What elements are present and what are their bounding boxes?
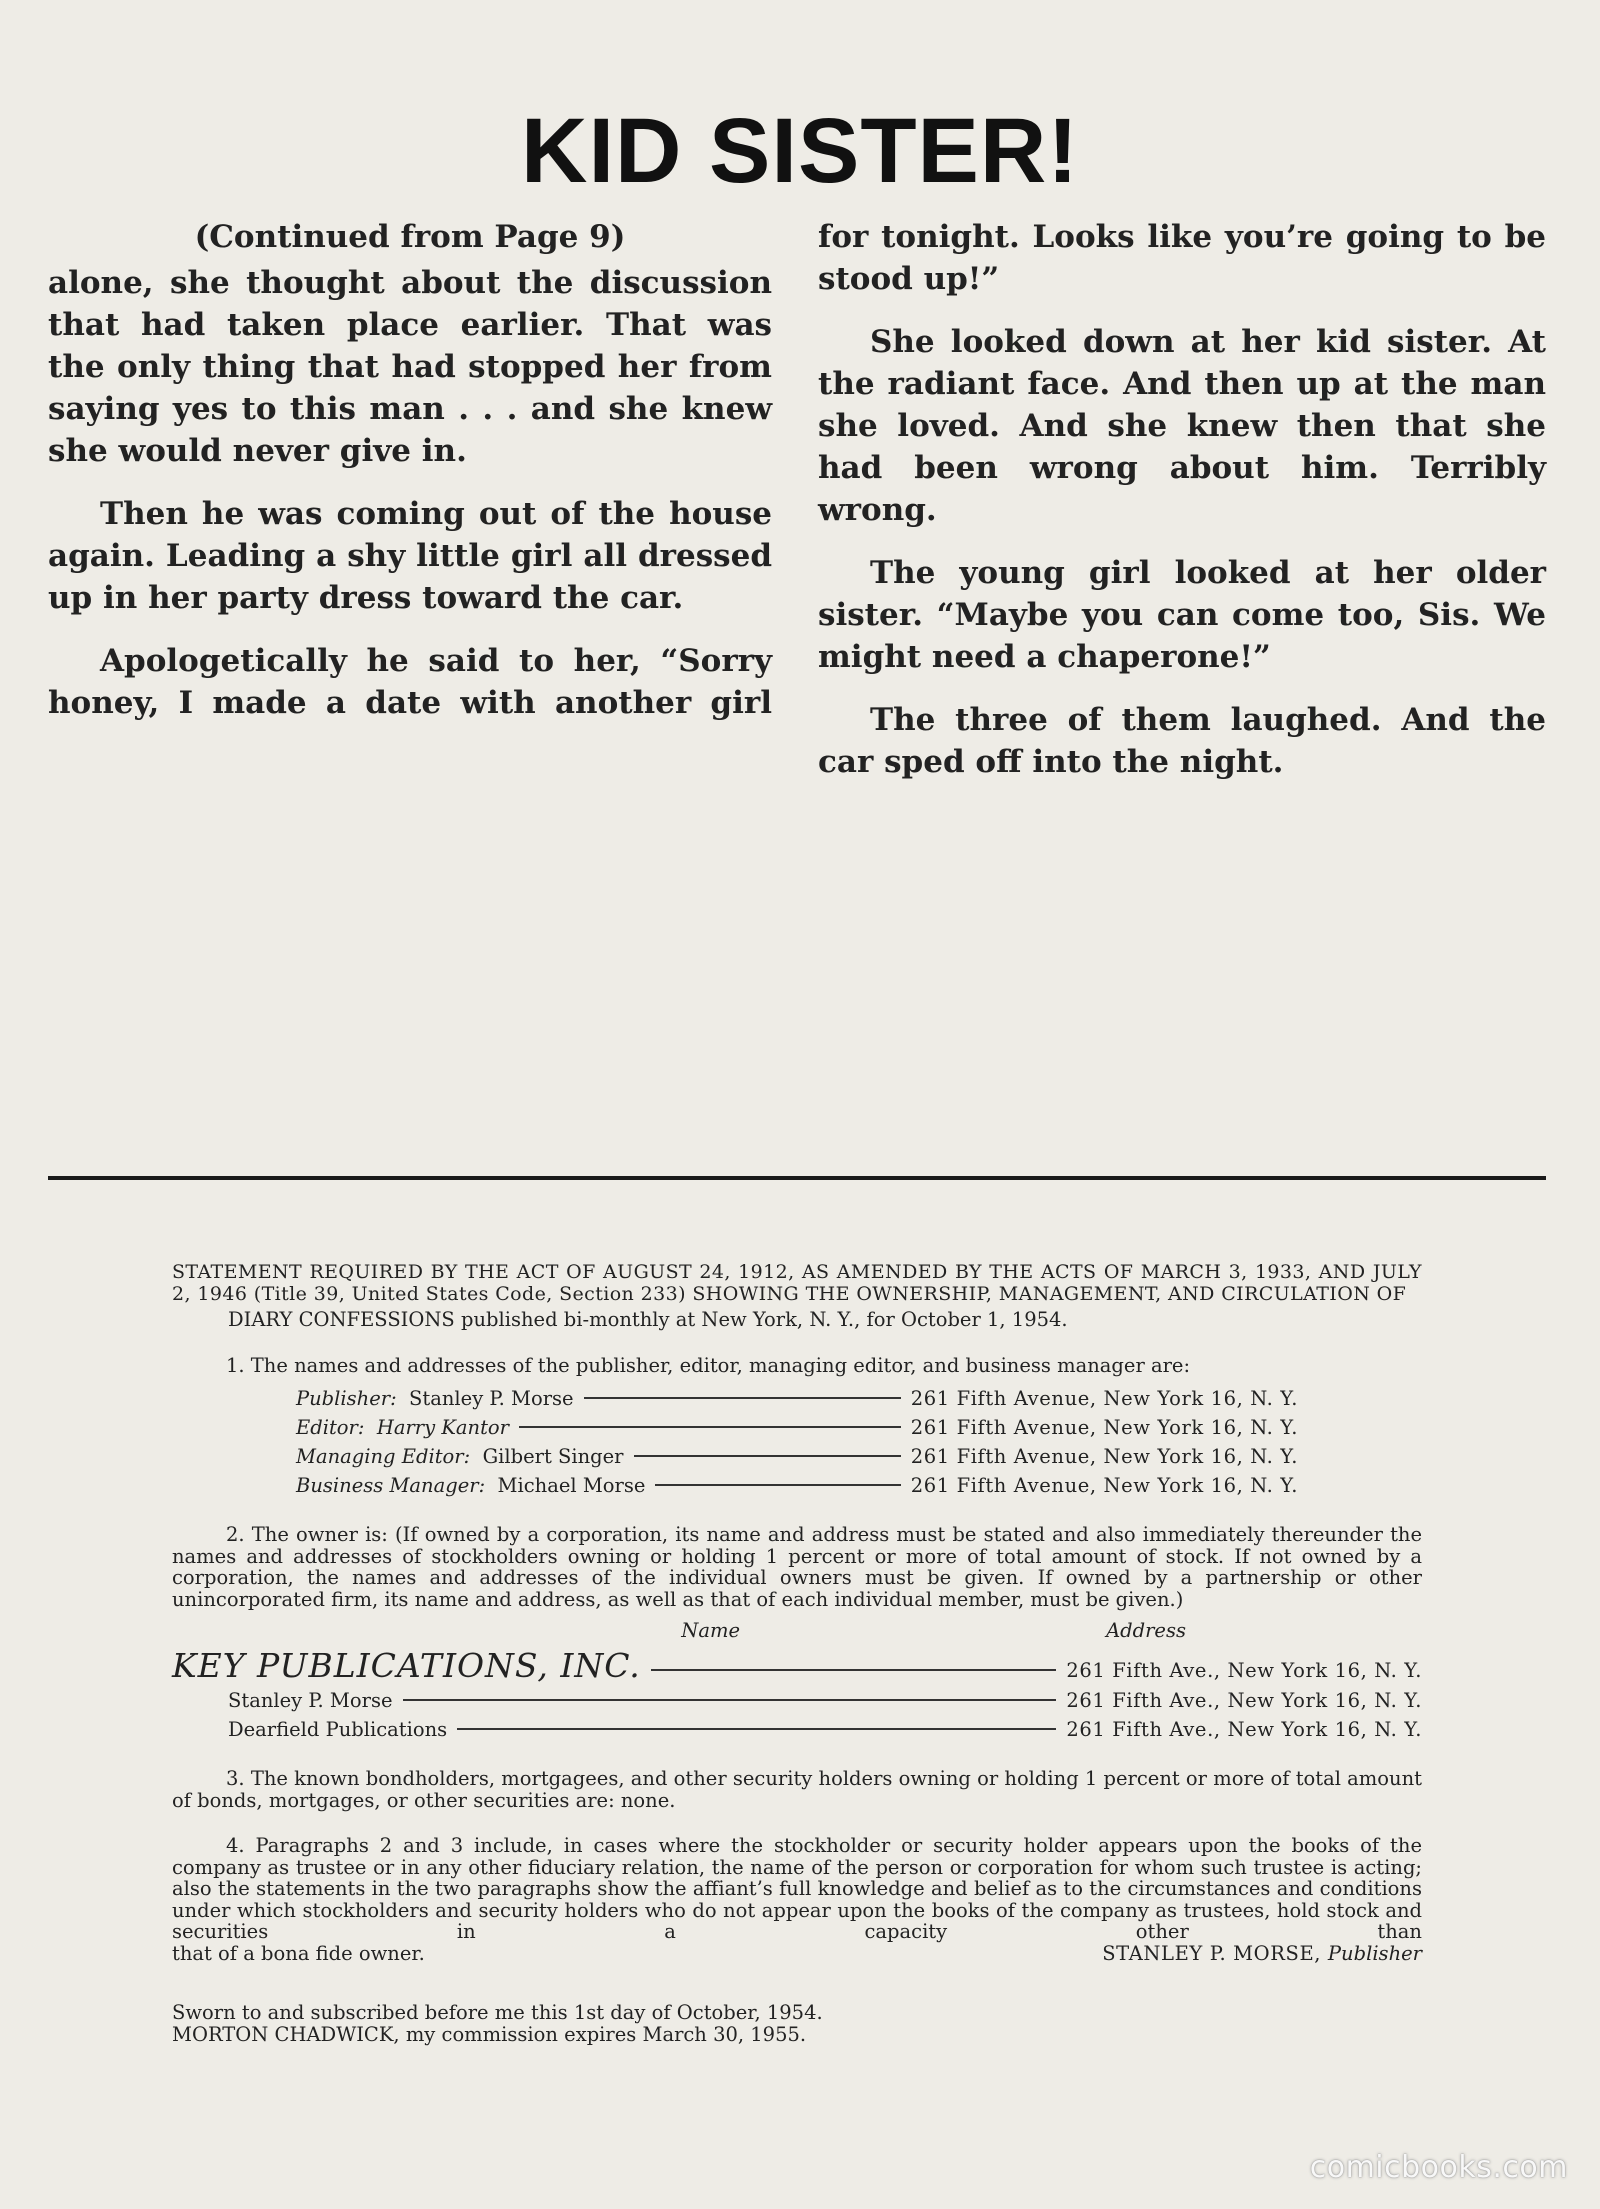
watermark: comicbooks.com [1309,2150,1568,2185]
story-column-right [818,219,1546,804]
signer: STANLEY P. MORSE, Publisher [1102,1941,1422,1965]
story-paragraph: for tonight. Looks like you’re going to be stood up!” [818,219,1546,297]
statement-item-2: 2. The owner is: (If owned by a corporation, its name and address must be stated and also immediately thereunder the names and addresses of stockholders owning or holding 1 percent or more of total amount of stock. If not owned by a corporation, the names and addresses of the individual owners must be given. If owned by a partnership or other unincorporated firm, its name and address, as well as that of each individual member, must be given.) [172,1523,1422,1611]
ownership-statement [172,1262,1422,2045]
story-column-left [48,219,772,745]
statement-item-1: 1. The names and addresses of the publisher, editor, managing editor, and business manager are: [226,1353,1191,1377]
statement-item-4: 4. Paragraphs 2 and 3 include, in cases where the stockholder or security holder appears upon the books of the company as trustee or in any other fiduciary relation, the name of the person or corporation for whom such trustee is acting; also the statements in the two paragraphs show the affiant’s full knowledge and belief as to the circumstances and conditions under which stockholders and security holders who do not appear upon the books of the company as trustees, hold stock and securities in a capacity other than [172,1834,1422,1943]
signature-line [172,1943,1422,1965]
officer-row: Publisher: Stanley P. Morse 261 Fifth Avenue, New York 16, N. Y. [296,1387,1298,1410]
story-paragraph: She looked down at her kid sister. At the radiant face. And then up at the man she loved. And she knew then that she had been wrong about him. Terribly wrong. [818,324,1546,528]
officers-list [172,1384,1298,1500]
officer-row: Managing Editor: Gilbert Singer 261 Fifth Avenue, New York 16, N. Y. [296,1445,1298,1468]
continued-note: (Continued from Page 9) [194,219,626,255]
officer-row: Editor: Harry Kantor 261 Fifth Avenue, New York 16, N. Y. [296,1416,1298,1439]
owner-row: Stanley P. Morse 261 Fifth Ave., New York 16, N. Y. [228,1689,1422,1712]
owners-address-header: Address [1106,1619,1186,1642]
story-paragraph: alone, she thought about the discussion that had taken place earlier. That was the only thing that had stopped her from saying yes to this man . . . and she knew she would never give in. [48,265,772,469]
notary-line: MORTON CHADWICK, my commission expires March 30, 1955. [172,2022,807,2046]
statement-item-4-end: that of a bona fide owner. [172,1941,425,1965]
owner-row: KEY PUBLICATIONS, INC. 261 Fifth Ave., New York 16, N. Y. [172,1646,1422,1685]
story-paragraph: The three of them laughed. And the car sped off into the night. [818,702,1546,780]
story-title: KID SISTER! [521,100,1079,202]
story-paragraph: The young girl looked at her older sister. “Maybe you can come too, Sis. We might need a chaperone!” [818,555,1546,675]
section-divider [48,1176,1546,1180]
owners-table [172,1620,1422,1744]
officer-row: Business Manager: Michael Morse 261 Fifth Avenue, New York 16, N. Y. [296,1474,1298,1497]
statement-item-3: 3. The known bondholders, mortgagees, and other security holders owning or holding 1 percent or more of total amount of bonds, mortgages, or other securities are: none. [172,1767,1422,1812]
statement-header: STATEMENT REQUIRED BY THE ACT OF AUGUST 24, 1912, AS AMENDED BY THE ACTS OF MARCH 3, 1933, AND JULY 2, 1946 (Title 39, United States Code, Section 233) SHOWING THE OWNERSHIP, MANAGEMENT, AND CIRCULATION OF [172,1261,1422,1305]
publication-line: DIARY CONFESSIONS published bi-monthly at New York, N. Y., for October 1, 1954. [228,1308,1068,1331]
owners-name-header: Name [681,1619,740,1642]
story-paragraph: Then he was coming out of the house again. Leading a shy little girl all dressed up in her party dress toward the car. [48,496,772,616]
owner-row: Dearfield Publications 261 Fifth Ave., New York 16, N. Y. [228,1718,1422,1741]
story-paragraph: Apologetically he said to her, “Sorry honey, I made a date with another girl [48,643,772,721]
sworn-line: Sworn to and subscribed before me this 1st day of October, 1954. [172,2001,823,2024]
